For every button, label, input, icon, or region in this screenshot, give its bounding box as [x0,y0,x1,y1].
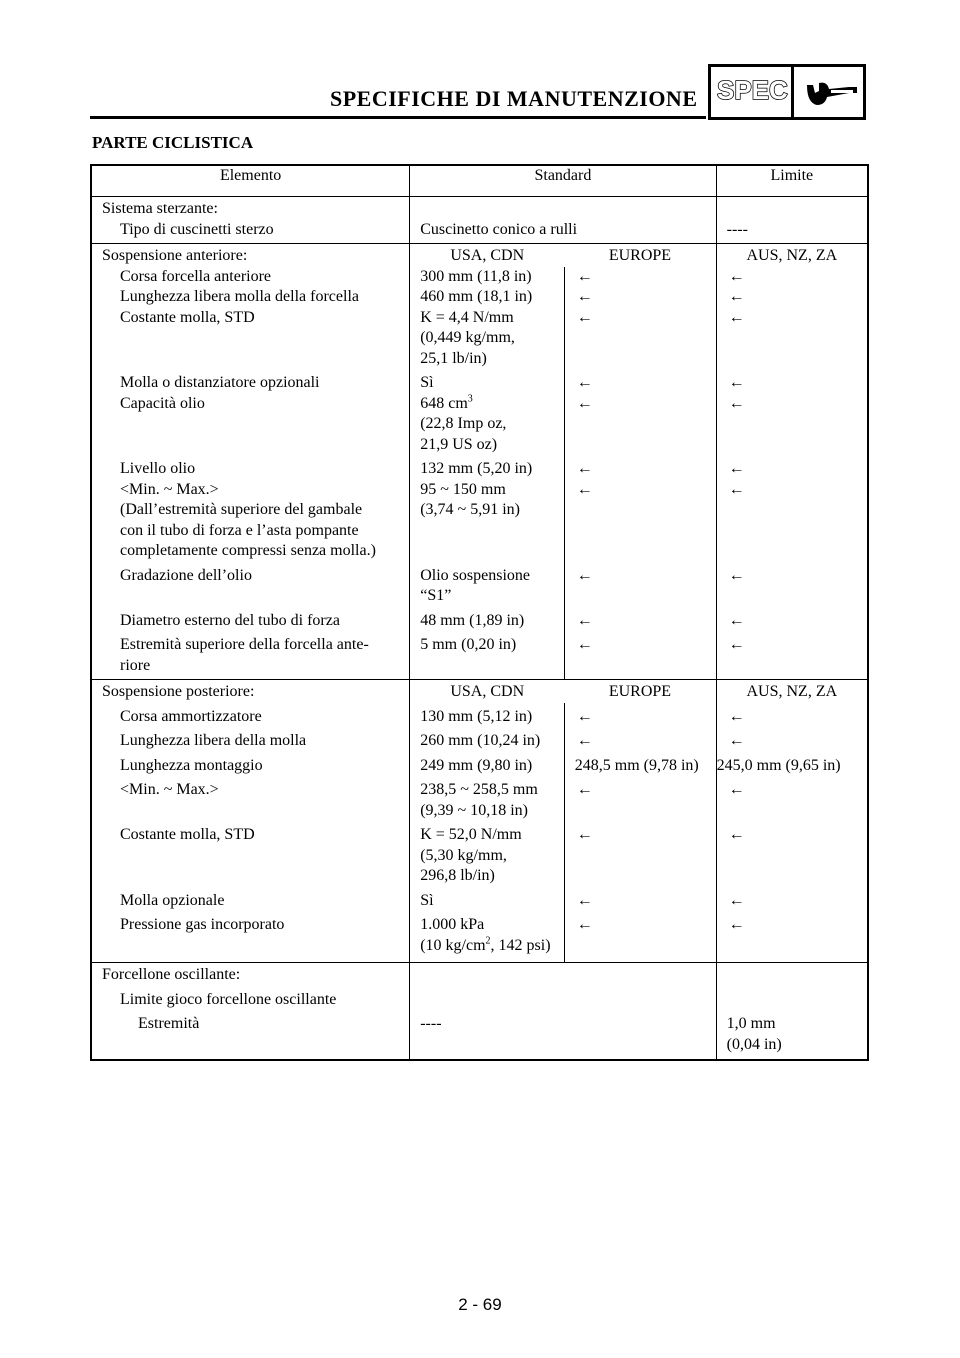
value: “S1” [420,587,452,604]
value: (3,74 ~ 5,91 in) [420,501,520,518]
arrow-value: ← [716,455,868,480]
page-number: 2 - 69 [458,1295,502,1314]
item-label: Diametro esterno del tubo di forza [120,611,340,629]
header-title: SPECIFICHE DI MANUTENZIONE [330,86,698,111]
table-row [91,244,868,267]
value: 5 mm (0,20 in) [420,636,517,653]
item-label: Estremità superiore della forcella ante- [120,636,369,653]
region-europe: EUROPE [564,680,716,703]
item-label: <Min. ~ Max.> [120,480,219,498]
table-row [91,727,868,752]
value: 260 mm (10,24 in) [420,732,541,749]
table-row [91,1010,868,1060]
arrow-value: ← [564,562,716,607]
steering-standard: Cuscinetto conico a rulli [410,220,716,244]
table-row [91,197,868,220]
table-row [91,287,868,308]
value: Sì [420,374,434,391]
value: 1.000 kPa [420,916,485,933]
steering-limit: ---- [716,220,868,244]
value: (5,30 kg/mm, [420,846,507,864]
value: Olio sospensione [420,566,530,584]
superscript: 2 [485,935,491,947]
table-row [91,680,868,703]
superscript: 3 [467,393,473,405]
item-label: Molla o distanziatore opzionali [120,374,320,391]
steering-item: Tipo di cuscinetti sterzo [91,220,410,244]
item-label: completamente compressi senza molla.) [120,542,376,559]
arrow-value: ← [564,480,716,562]
value: 460 mm (18,1 in) [420,288,533,305]
arrow-value: ← [716,631,868,680]
front-susp-label: Sospensione anteriore: [91,244,410,267]
value: K = 4,4 N/mm [420,308,514,326]
arrow-value: ← [564,887,716,912]
value: 648 cm [420,394,468,412]
value: (9,39 ~ 10,18 in) [420,801,528,819]
arrow-value: ← [716,267,868,288]
item-label: Lunghezza libera della molla [120,732,307,749]
spec-divider [791,67,794,117]
swingarm-label: Forcellone oscillante: [91,963,410,986]
value: 300 mm (11,8 in) [420,267,532,285]
value: 48 mm (1,89 in) [420,611,525,629]
value: 130 mm (5,12 in) [420,707,533,725]
table-row [91,963,868,986]
item-label: (Dall’estremità superiore del gambale [120,501,363,518]
table-row [91,394,868,456]
item-label: Gradazione dell’olio [120,566,252,584]
table-row [91,220,868,244]
arrow-value: ← [564,287,716,308]
header-rule [90,116,706,119]
arrow-value: ← [564,394,716,456]
value: (22,8 Imp oz, [420,415,507,432]
table-row [91,911,868,963]
item-label: Livello olio [120,460,196,477]
arrow-value: ← [564,727,716,752]
item-label: Corsa ammortizzatore [120,707,262,725]
table-row [91,455,868,480]
item-label: Costante molla, STD [120,826,255,843]
steering-label: Sistema sterzante: [91,197,410,220]
item-label: Lunghezza libera molla della forcella [120,288,359,305]
col-header-elemento: Elemento [91,165,410,197]
europe-value: 248,5 mm (9,78 in) [564,752,716,777]
spec-badge [708,64,866,120]
item-label: Lunghezza montaggio [120,756,263,774]
swingarm-limit: (0,04 in) [726,1035,782,1053]
table-row [91,752,868,777]
arrow-value: ← [716,776,868,821]
value: 25,1 lb/in) [420,349,487,367]
table-row [91,703,868,728]
item-label: Molla opzionale [120,891,225,909]
arrow-value: ← [564,776,716,821]
table-row [91,887,868,912]
arrow-value: ← [564,267,716,288]
arrow-value: ← [716,308,868,370]
item-label: <Min. ~ Max.> [120,781,219,798]
table-row [91,308,868,370]
arrow-value: ← [564,308,716,370]
section-title: PARTE CICLISTICA [92,133,254,152]
arrow-value: ← [716,911,868,963]
arrow-value: ← [564,631,716,680]
table-row [91,369,868,394]
table-row [91,607,868,632]
region-aus-nz-za: AUS, NZ, ZA [716,244,868,267]
item-label: Capacità olio [120,394,205,412]
value: 238,5 ~ 258,5 mm [420,781,538,798]
arrow-value: ← [716,607,868,632]
table-row [91,776,868,821]
arrow-value: ← [564,607,716,632]
value: 21,9 US oz) [420,435,498,453]
region-europe: EUROPE [564,244,716,267]
value: (0,449 kg/mm, [420,329,515,346]
value: 296,8 lb/in) [420,867,495,884]
region-usa-cdn: USA, CDN [410,680,565,703]
table-row [91,480,868,562]
swingarm-limit: 1,0 mm [726,1015,776,1032]
value: 249 mm (9,80 in) [420,756,533,774]
spec-table [90,164,869,1061]
aus-value: 245,0 mm (9,65 in) [716,752,868,777]
value: , 142 psi) [490,936,551,954]
arrow-value: ← [716,703,868,728]
swingarm-standard: ---- [410,1010,716,1060]
arrow-value: ← [716,727,868,752]
arrow-value: ← [716,394,868,456]
arrow-value: ← [564,455,716,480]
value: 95 ~ 150 mm [420,480,506,498]
arrow-value: ← [716,562,868,607]
value: K = 52,0 N/mm [420,826,522,843]
item-label: con il tubo di forza e l’asta pompante [120,521,359,539]
table-row [91,986,868,1011]
region-usa-cdn: USA, CDN [410,244,565,267]
arrow-value: ← [564,703,716,728]
swingarm-sub-item: Limite gioco forcellone oscillante [91,986,410,1011]
table-header-row [91,165,868,197]
table-row [91,631,868,680]
item-label: Pressione gas incorporato [120,916,285,933]
value: (10 kg/cm [420,936,486,954]
swingarm-item: Estremità [91,1010,410,1060]
col-header-limite: Limite [716,165,868,197]
arrow-value: ← [716,369,868,394]
arrow-value: ← [564,369,716,394]
table-row [91,562,868,607]
table-row [91,821,868,887]
rear-susp-label: Sospensione posteriore: [91,680,410,703]
table-row [91,267,868,288]
arrow-value: ← [716,480,868,562]
item-label: Costante molla, STD [120,308,255,326]
arrow-value: ← [716,887,868,912]
item-label: Corsa forcella anteriore [120,267,272,285]
arrow-value: ← [716,821,868,887]
arrow-value: ← [564,911,716,963]
arrow-value: ← [716,287,868,308]
value: Sì [420,891,434,909]
wrench-icon [803,79,861,109]
item-label: riore [120,656,151,674]
arrow-value: ← [564,821,716,887]
region-aus-nz-za: AUS, NZ, ZA [716,680,868,703]
value: 132 mm (5,20 in) [420,460,533,477]
spec-label: SPEC [717,75,788,105]
col-header-standard: Standard [410,165,716,197]
